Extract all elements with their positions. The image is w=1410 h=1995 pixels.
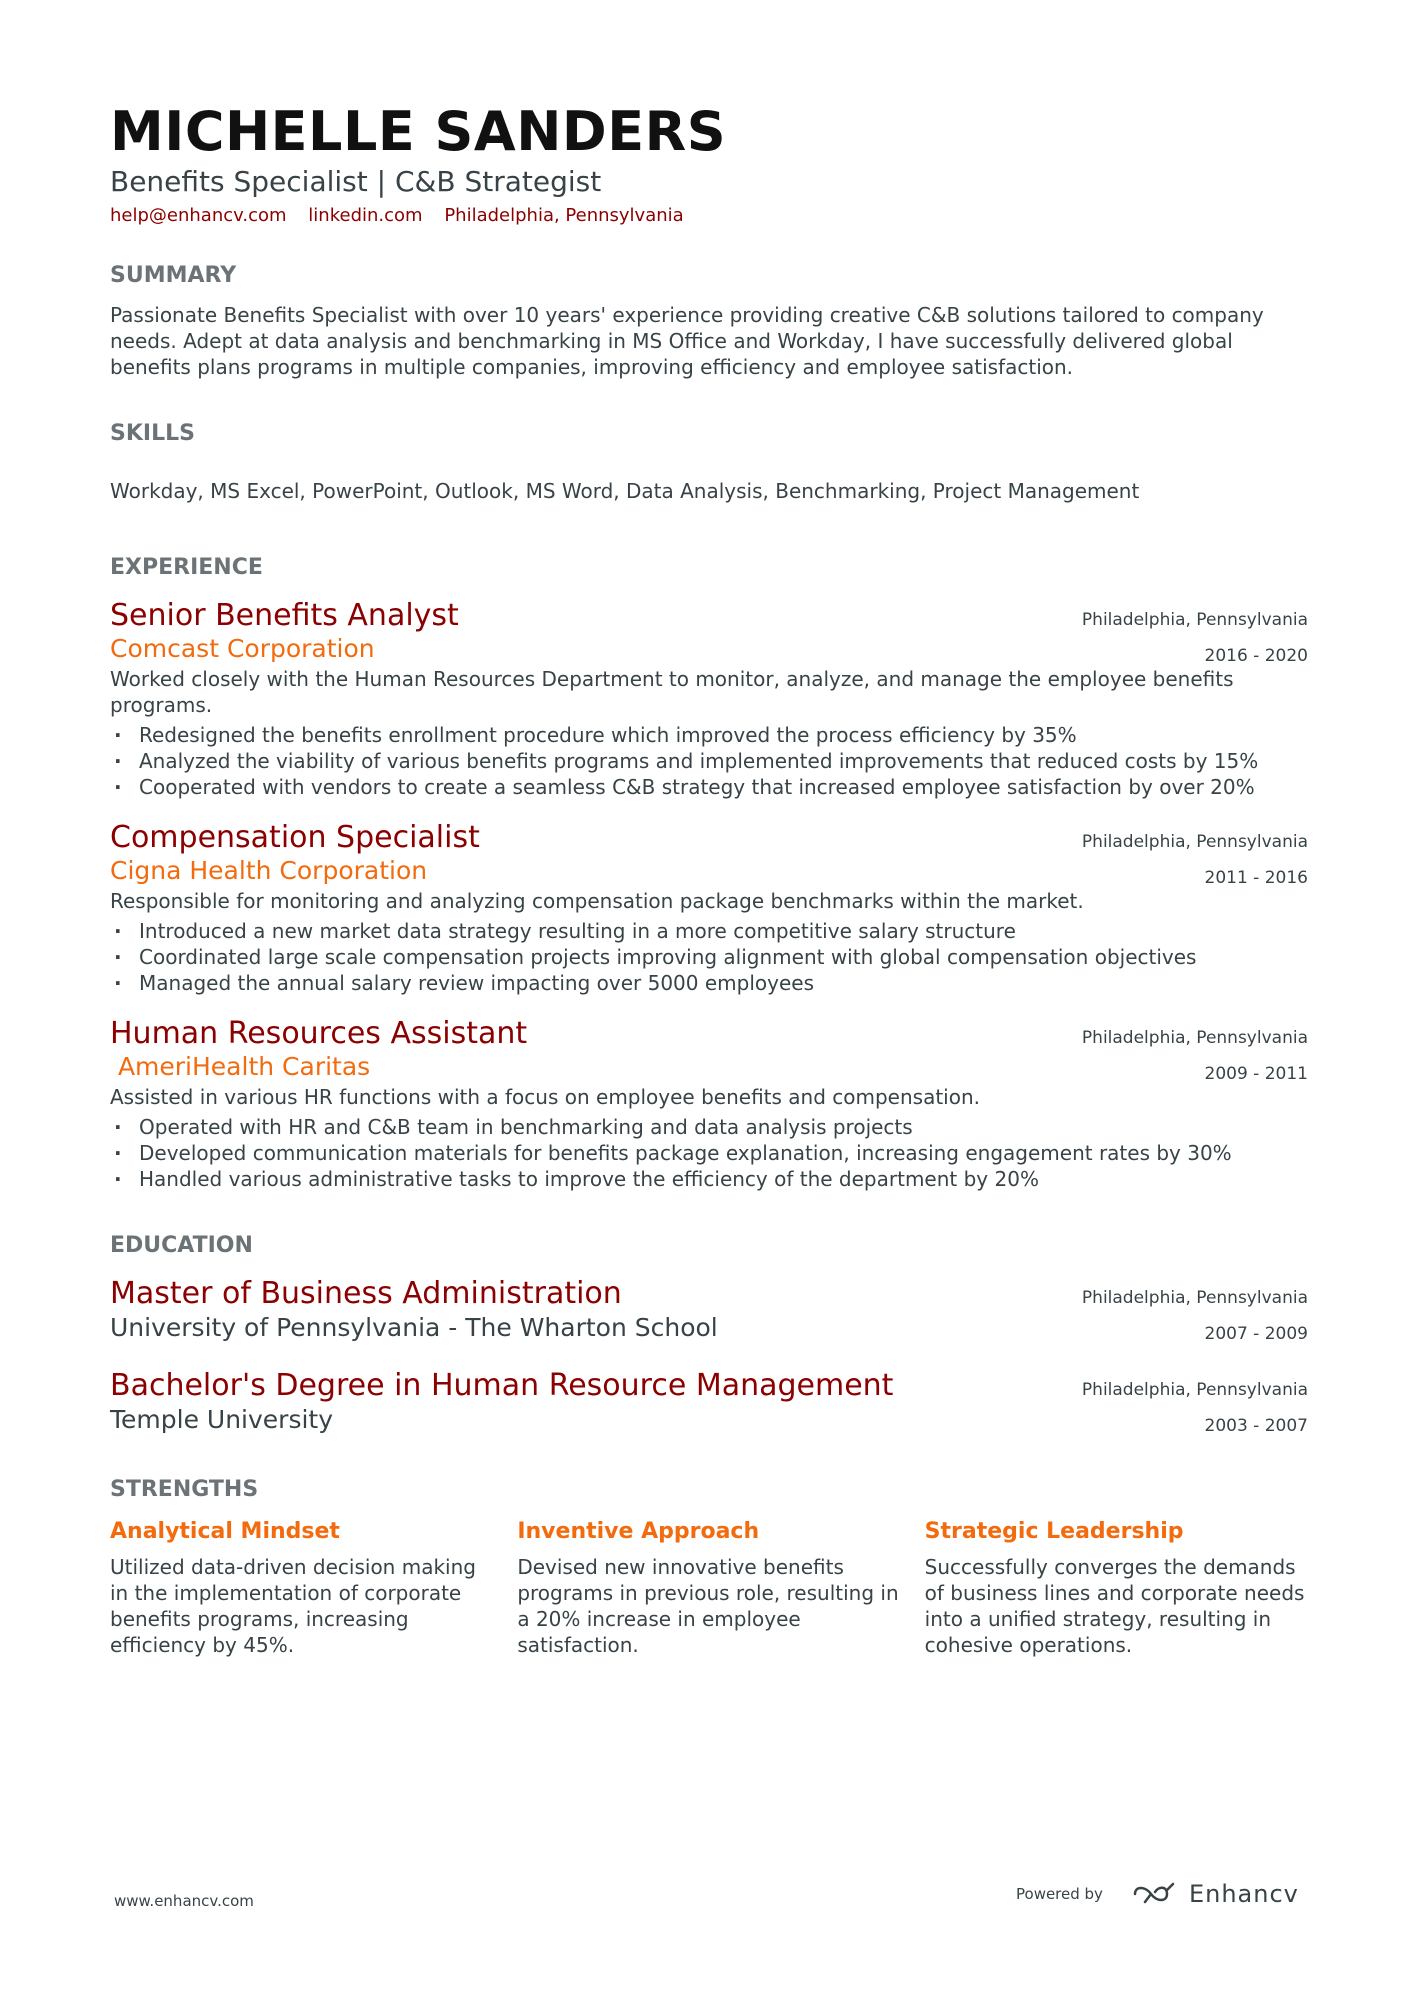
bullet-item: · Analyzed the viability of various benefits programs and implemented improvements that reduced costs by 15% (110, 748, 1308, 774)
entry-meta (1082, 1020, 1308, 1092)
entry-degree: Bachelor's Degree in Human Resource Management (110, 1368, 894, 1403)
strength-text: Utilized data-driven decision making in the implementation of corporate benefits programs, increasing efficiency by 45%. (110, 1555, 476, 1657)
strength-item (517, 1518, 900, 1658)
strength-text: Successfully converges the demands of business lines and corporate needs into a unified strategy, resulting in cohesive operations. (924, 1555, 1305, 1657)
education-section (110, 1232, 1308, 1436)
entry-meta (1082, 1280, 1308, 1352)
education-entry (110, 1276, 1308, 1344)
entry-bullets (110, 722, 1308, 800)
entry-location: Philadelphia, Pennsylvania (1081, 1288, 1308, 1308)
bullet-item: · Handled various administrative tasks to improve the efficiency of the department by 20% (110, 1166, 1308, 1192)
candidate-headline: Benefits Specialist | C&B Strategist (110, 165, 602, 198)
strength-item (110, 1518, 493, 1658)
bullet-item: · Managed the annual salary review impacting over 5000 employees (110, 970, 1308, 996)
entry-description: Worked closely with the Human Resources Department to monitor, analyze, and manage the employee benefits programs. (110, 667, 1234, 717)
bullet-item: · Coordinated large scale compensation projects improving alignment with global compensation objectives (110, 944, 1308, 970)
contact-email[interactable]: help@enhancv.com (110, 205, 287, 226)
education-entry (110, 1368, 1308, 1436)
entry-location: Philadelphia, Pennsylvania (1081, 1380, 1308, 1400)
entry-location: Philadelphia, Pennsylvania (1081, 610, 1308, 630)
strength-item (925, 1518, 1308, 1658)
bullet-item: · Operated with HR and C&B team in benchmarking and data analysis projects (110, 1114, 1308, 1140)
entry-dates: 2011 - 2016 (1204, 868, 1308, 888)
entry-company: AmeriHealth Caritas (110, 1052, 371, 1081)
entry-dates: 2007 - 2009 (1204, 1324, 1308, 1344)
summary-title: SUMMARY (110, 263, 237, 288)
contact-info (110, 204, 1308, 228)
entry-meta (1082, 1372, 1308, 1444)
footer-website[interactable]: www.enhancv.com (114, 1892, 254, 1910)
contact-linkedin[interactable]: linkedin.com (308, 205, 423, 226)
entry-meta (1082, 824, 1308, 896)
experience-entry (110, 598, 1308, 800)
entry-bullets (110, 918, 1308, 996)
powered-by-label: Powered by (1016, 1885, 1103, 1903)
strengths-title: STRENGTHS (110, 1477, 259, 1502)
contact-location: Philadelphia, Pennsylvania (444, 205, 684, 226)
bullet-item: · Developed communication materials for benefits package explanation, increasing engagement rates by 30% (110, 1140, 1308, 1166)
entry-role: Compensation Specialist (110, 820, 480, 855)
entry-role: Senior Benefits Analyst (110, 598, 459, 633)
entry-company: Cigna Health Corporation (110, 856, 428, 885)
strength-title: Inventive Approach (517, 1519, 760, 1544)
skills-text: Workday, MS Excel, PowerPoint, Outlook, MS Word, Data Analysis, Benchmarking, Project Management (110, 479, 1140, 503)
strength-title: Analytical Mindset (110, 1519, 340, 1544)
entry-dates: 2003 - 2007 (1204, 1416, 1308, 1436)
entry-school: Temple University (110, 1405, 334, 1434)
skills-section (110, 420, 1308, 504)
resume-page (110, 100, 1308, 1658)
resume-header (110, 100, 1308, 228)
entry-degree: Master of Business Administration (110, 1276, 622, 1311)
entry-description: Responsible for monitoring and analyzing compensation package benchmarks within the market. (110, 889, 1084, 913)
experience-title: EXPERIENCE (110, 555, 263, 580)
summary-text: Passionate Benefits Specialist with over 10 years' experience providing creative C&B solutions tailored to company needs. Adept at data analysis and benchmarking in MS Office and Workday, I have successfully delivered global benefits plans programs in multiple companies, improving efficiency and employee satisfaction. (110, 303, 1264, 379)
summary-section (110, 262, 1308, 380)
bullet-item: · Redesigned the benefits enrollment procedure which improved the process efficiency by 35% (110, 722, 1308, 748)
entry-company: Comcast Corporation (110, 634, 375, 663)
entry-dates: 2009 - 2011 (1204, 1064, 1308, 1084)
footer-branding (1016, 1880, 1299, 1908)
education-title: EDUCATION (110, 1233, 253, 1258)
skills-title: SKILLS (110, 421, 195, 446)
bullet-item: · Introduced a new market data strategy resulting in a more competitive salary structure (110, 918, 1308, 944)
entry-school: University of Pennsylvania - The Wharton School (110, 1313, 718, 1342)
entry-bullets (110, 1114, 1308, 1192)
entry-location: Philadelphia, Pennsylvania (1081, 1028, 1308, 1048)
strengths-grid (110, 1518, 1308, 1658)
enhancv-logo-icon (1131, 1880, 1177, 1908)
entry-location: Philadelphia, Pennsylvania (1081, 832, 1308, 852)
candidate-name: MICHELLE SANDERS (110, 100, 727, 163)
strength-text: Devised new innovative benefits programs in previous role, resulting in a 20% increase in employee satisfaction. (517, 1555, 899, 1657)
experience-entry (110, 1016, 1308, 1192)
strengths-section (110, 1476, 1308, 1658)
entry-description: Assisted in various HR functions with a focus on employee benefits and compensation. (110, 1085, 981, 1109)
bullet-item: · Cooperated with vendors to create a seamless C&B strategy that increased employee satisfaction by over 20% (110, 774, 1308, 800)
entry-meta (1082, 602, 1308, 674)
strength-title: Strategic Leadership (924, 1519, 1184, 1544)
experience-section (110, 554, 1308, 1192)
brand-name: Enhancv (1188, 1880, 1299, 1908)
entry-role: Human Resources Assistant (110, 1016, 528, 1051)
experience-entry (110, 820, 1308, 996)
entry-dates: 2016 - 2020 (1204, 646, 1308, 666)
